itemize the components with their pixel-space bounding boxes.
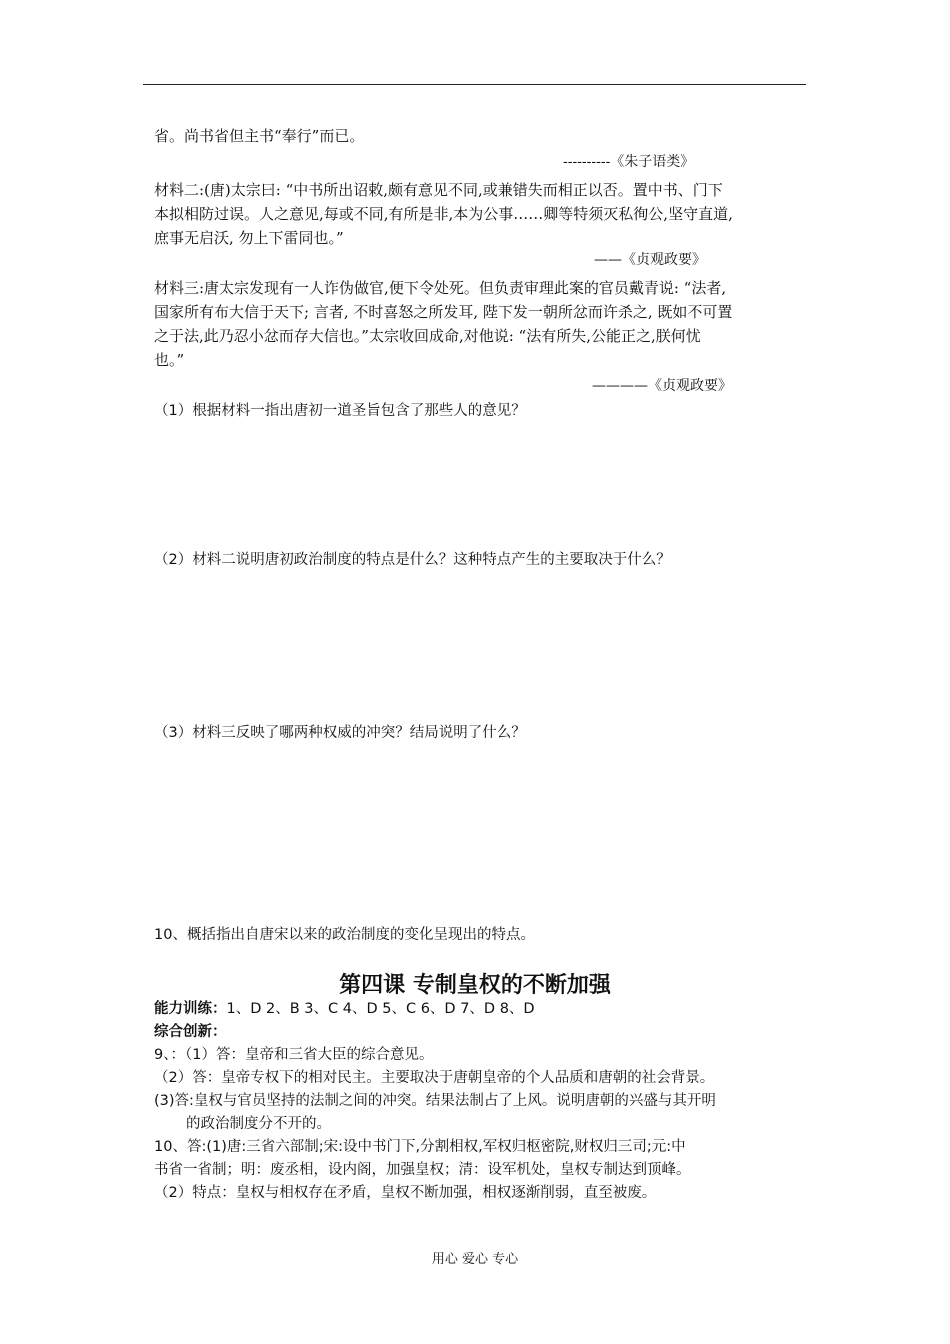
material3	[154, 276, 814, 372]
material2-source: ——《贞观政要》	[594, 252, 706, 268]
answer-9-3: (3)答:皇权与官员坚持的法制之间的冲突。结果法制占了上风。说明唐朝的兴盛与其开明	[154, 1093, 716, 1109]
material1-tail: 省。尚书省但主书“奉行”而已。	[154, 127, 365, 145]
ability-label: 能力训练：	[154, 1001, 227, 1017]
material3-line: 之于法,此乃忍小忿而存大信也。”太宗收回成命,对他说: “法有所失,公能正之,朕何忧	[154, 327, 701, 345]
answer-10-1: 10、答:(1)唐:三省六部制;宋:设中书门下,分割相权,军权归枢密院,财权归三司;元:中	[154, 1139, 686, 1155]
question-1: （1）根据材料一指出唐初一道圣旨包含了那些人的意见？	[154, 403, 526, 419]
material2-line: 庶事无启沃, 勿上下雷同也。”	[154, 229, 344, 247]
material2	[154, 178, 814, 250]
material2-line: 材料二:(唐)太宗曰: “中书所出诏敕,颇有意见不同,或兼错失而相正以否。置中书、门下	[154, 181, 723, 199]
answer-10-1-cont: 书省一省制；明：废丞相，设内阁，加强皇权；清：设军机处，皇权专制达到顶峰。	[154, 1162, 691, 1178]
answer-9-1: 9、：（1）答：皇帝和三省大臣的综合意见。	[154, 1047, 434, 1063]
ability-training	[154, 998, 814, 1021]
synthesis-label: 综合创新：	[154, 1024, 227, 1040]
material3-line: 材料三:唐太宗发现有一人诈伪做官,便下令处死。但负责审理此案的官员戴青说: “法者,	[154, 279, 727, 297]
material1-source: ----------《朱子语类》	[563, 154, 695, 170]
material3-line: 国家所有布大信于天下; 言者, 不时喜怒之所发耳, 陛下发一朝所忿而许杀之, 既如不可置	[154, 303, 733, 321]
header-rule	[143, 84, 806, 85]
lesson-title: 第四课 专制皇权的不断加强	[339, 973, 611, 998]
material3-line: 也。”	[154, 351, 185, 369]
answer-10-2: （2）特点：皇权与相权存在矛盾，皇权不断加强，相权逐渐削弱，直至被废。	[154, 1185, 657, 1201]
question-3: （3）材料三反映了哪两种权威的冲突？结局说明了什么？	[154, 725, 526, 741]
answer-9-3-cont: 的政治制度分不开的。	[186, 1116, 331, 1132]
material3-source: ————《贞观政要》	[592, 378, 732, 394]
page-footer: 用心 爱心 专心	[431, 1252, 519, 1267]
question-2: （2）材料二说明唐初政治制度的特点是什么？这种特点产生的主要取决于什么？	[154, 552, 671, 568]
question-10: 10、概括指出自唐宋以来的政治制度的变化呈现出的特点。	[154, 927, 535, 943]
answer-9-2: （2）答：皇帝专权下的相对民主。主要取决于唐朝皇帝的个人品质和唐朝的社会背景。	[154, 1070, 715, 1086]
answer-section	[154, 998, 814, 1205]
material2-line: 本拟相防过误。人之意见,每或不同,有所是非,本为公事……卿等特须灭私徇公,坚守直道,	[154, 205, 733, 223]
ability-answers: 1、D 2、B 3、C 4、D 5、C 6、D 7、D 8、D	[226, 1001, 535, 1017]
